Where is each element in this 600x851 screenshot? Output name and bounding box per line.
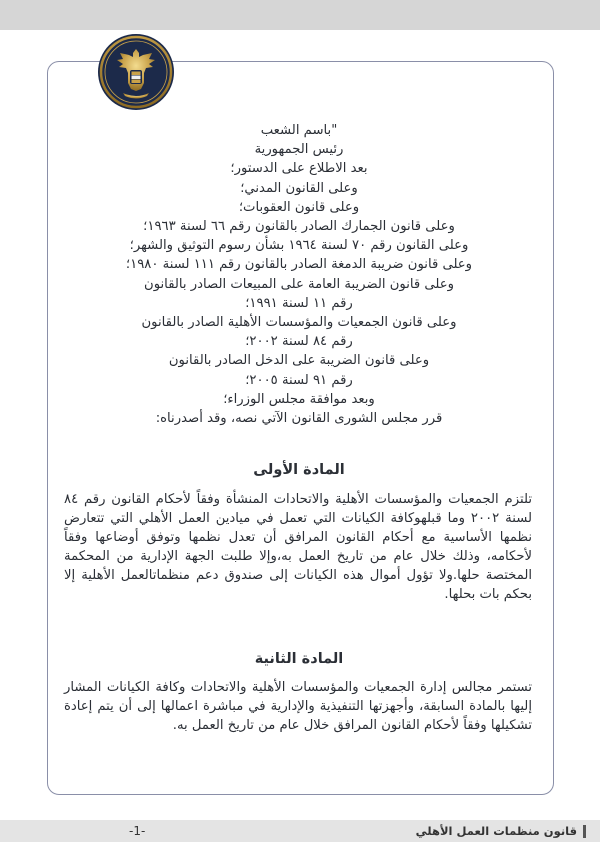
article-2-title: المادة الثانية <box>254 651 344 667</box>
preamble-line: وعلى القانون رقم ٧٠ لسنة ١٩٦٤ بشأن رسوم التوثيق والشهر؛ <box>129 238 469 254</box>
preamble-line: "باسم الشعب <box>260 123 338 138</box>
preamble-line: وعلى قانون الضريبة على الدخل الصادر بالقانون <box>168 353 430 369</box>
egypt-state-emblem-icon <box>97 33 175 111</box>
preamble-line: رقم ٩١ لسنة ٢٠٠٥؛ <box>245 372 353 388</box>
preamble-line: رقم ١١ لسنة ١٩٩١؛ <box>245 295 353 311</box>
footer-book-title <box>416 821 586 841</box>
footer-book-title-text: قانون منظمات العمل الأهلي <box>415 824 577 838</box>
article-2-body: تستمر مجالس إدارة الجمعيات والمؤسسات الأهلية والاتحادات وكافة الكيانات المشار إليها بالمادة السابقة، وأجهزتها التنفيذية والإدارية في مباشرة اعمالها إلى أن يتم إعادة تشكيلها وفقاً لأحكام القانون المرافق خلال عام من تاريخ العمل به. <box>64 680 532 734</box>
preamble <box>60 121 538 428</box>
preamble-line: بعد الاطلاع على الدستور؛ <box>230 161 368 177</box>
preamble-line: وعلى قانون الجمارك الصادر بالقانون رقم ٦٦ لسنة ١٩٦٣؛ <box>143 219 455 235</box>
preamble-line: قرر مجلس الشورى القانون الآتي نصه، وقد أصدرناه: <box>155 411 443 427</box>
preamble-line: رئيس الجمهورية <box>254 142 344 158</box>
footer-accent-bar <box>583 825 586 838</box>
preamble-line: وعلى قانون ضريبة الدمغة الصادر بالقانون رقم ١١١ لسنة ١٩٨٠؛ <box>125 257 473 273</box>
preamble-line: وعلى القانون المدني؛ <box>240 180 358 196</box>
page-number: -1- <box>129 824 146 838</box>
preamble-line: وعلى قانون الجمعيات والمؤسسات الأهلية الصادر بالقانون <box>141 315 457 331</box>
preamble-line: وبعد موافقة مجلس الوزراء؛ <box>223 391 375 407</box>
article-1-title: المادة الأولى <box>253 462 345 478</box>
article-1-body: تلتزم الجمعيات والمؤسسات الأهلية والاتحادات المنشأة وفقاً لأحكام القانون رقم ٨٤ لسنة ٢٠٠٢ وما قبلهوكافة الكيانات التي تعمل في ميادين العمل الأهلي التي تتعارض نظمها الأساسية مع أحكام القانون المرافق أن تعدل نظمها وتوفق أوضاعها وفقاً لأحكامه، وذلك خلال عام من تاريخ العمل به،وإلا طلبت الجهة الإدارية من المحكمة المختصة حلها.ولا تؤول أموال هذه الكيانات إلى صندوق دعم منظماتالعمل الأهلية إلا بحكم بات بحلها. <box>64 492 532 603</box>
preamble-line: وعلى قانون الضريبة العامة على المبيعات الصادر بالقانون <box>144 276 454 292</box>
top-band <box>0 0 600 30</box>
preamble-line: رقم ٨٤ لسنة ٢٠٠٢؛ <box>245 334 353 350</box>
preamble-line: وعلى قانون العقوبات؛ <box>238 199 360 215</box>
